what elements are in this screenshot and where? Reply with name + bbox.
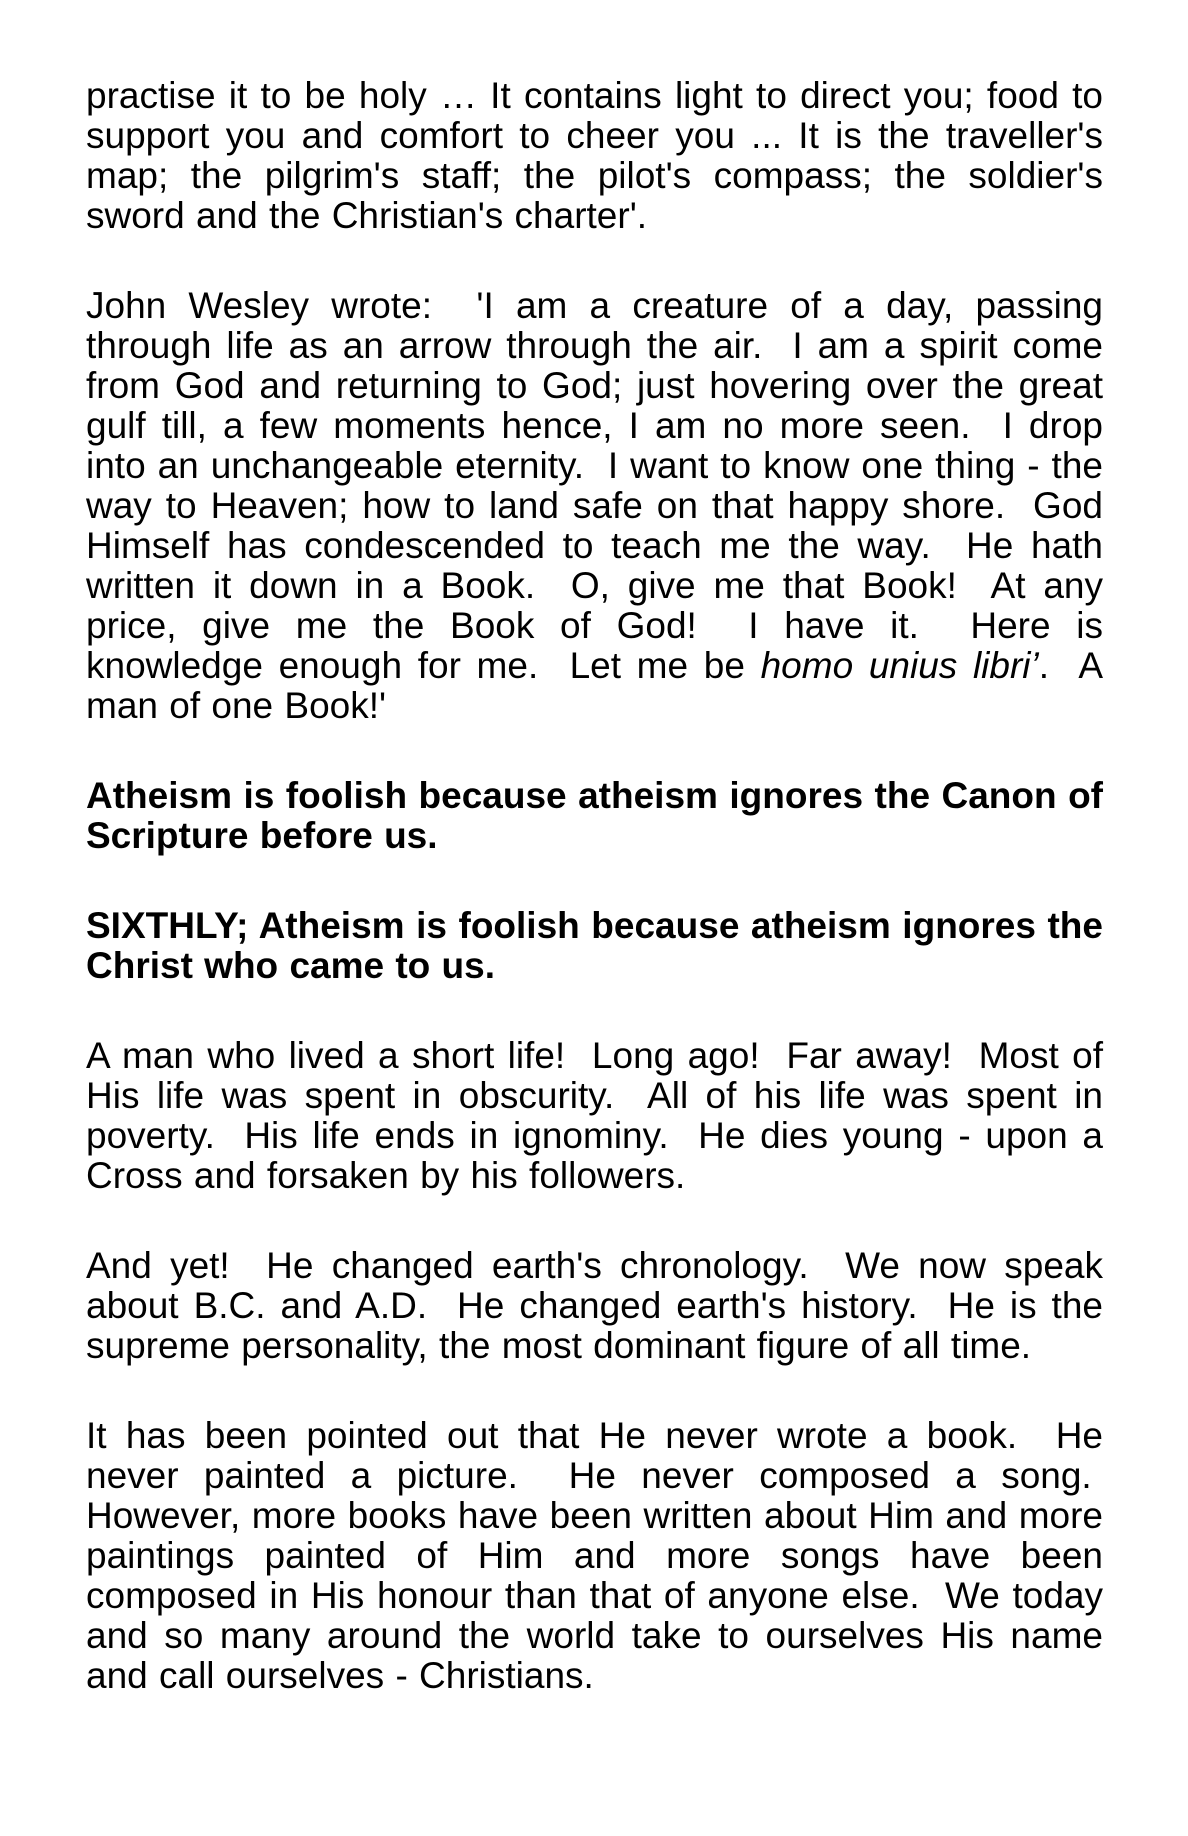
paragraph-sixthly-heading	[86, 906, 1103, 986]
paragraph-john-wesley-quote	[86, 286, 1103, 726]
paragraph-man-short-life	[86, 1036, 1103, 1196]
text-segment: Atheism is foolish because atheism ignores the Canon of Scripture before us.	[86, 775, 1103, 856]
paragraph-and-yet	[86, 1246, 1103, 1366]
text-segment: And yet! He changed earth's chronology. We now speak about B.C. and A.D. He changed earth's history. He is the supreme personality, the most dominant figure of all time.	[86, 1245, 1103, 1366]
text-segment: A man who lived a short life! Long ago! Far away! Most of His life was spent in obscurity. All of his life was spent in poverty. His life ends in ignominy. He dies young - upon a Cross and forsaken by his followers.	[86, 1035, 1103, 1196]
paragraph-atheism-canon-heading	[86, 776, 1103, 856]
text-segment-italic-latin-phrase: homo unius libri’	[760, 645, 1039, 686]
text-segment: SIXTHLY; Atheism is foolish because atheism ignores the Christ who came to us.	[86, 905, 1103, 986]
paragraph-never-wrote-book	[86, 1416, 1103, 1696]
paragraph-practise-holy	[86, 76, 1103, 236]
text-segment: John Wesley wrote: 'I am a creature of a day, passing through life as an arrow through the air. I am a spirit come from God and returning to God; just hovering over the great gulf till, a few moments hence, I am no more seen. I drop into an unchangeable eternity. I want to know one thing - the way to Heaven; how to land safe on that happy shore. God Himself has condescended to teach me the way. He hath written it down in a Book. O, give me that Book! At any price, give me the Book of God! I have it. Here is knowledge enough for me. Let me be	[86, 285, 1103, 686]
text-segment: . A man of one Book!'	[86, 645, 1103, 726]
text-segment: It has been pointed out that He never wrote a book. He never painted a picture. He never composed a song. However, more books have been written about Him and more paintings painted of Him and more songs have been composed in His honour than that of anyone else. We today and so many around the world take to ourselves His name and call ourselves - Christians.	[86, 1415, 1103, 1696]
text-segment: practise it to be holy … It contains light to direct you; food to support you and comfort to cheer you ... It is the traveller's map; the pilgrim's staff; the pilot's compass; the soldier's sword and the Christian's charter'.	[86, 75, 1103, 236]
